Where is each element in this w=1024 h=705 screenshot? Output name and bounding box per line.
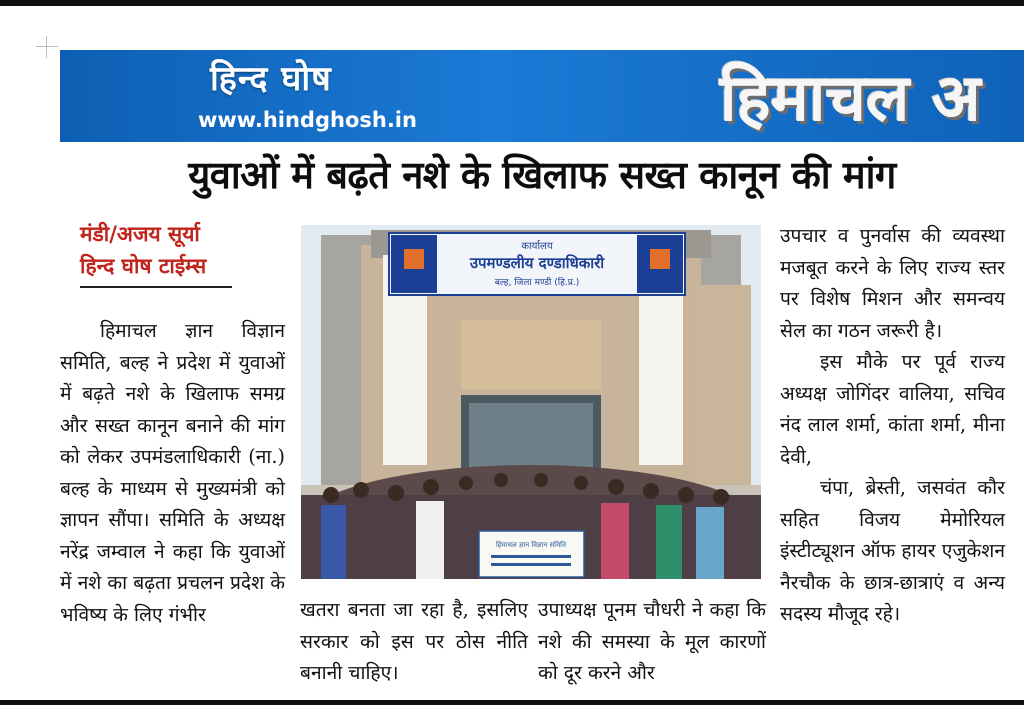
held-banner-text: हिमाचल ज्ञान विज्ञान समिति <box>495 541 567 549</box>
bottom-border <box>0 700 1024 705</box>
byline-paper: हिन्द घोष टाईम्स <box>80 253 207 278</box>
byline <box>80 218 206 282</box>
article-column-2 <box>300 594 528 689</box>
column-2-text: खतरा बनता जा रहा है, इसलिए सरकार को इस पर ठोस नीति बनानी चाहिए। <box>300 598 528 684</box>
article-column-4 <box>780 220 1005 630</box>
byline-divider <box>80 286 232 288</box>
column-4-paragraph-2: इस मौके पर पूर्व राज्य अध्यक्ष जोगिंदर वालिया, सचिव नंद लाल शर्मा, कांता शर्मा, मीना देवी, <box>780 350 1005 468</box>
top-border <box>0 0 1024 6</box>
crop-mark-icon <box>36 36 58 58</box>
sign-office-address: बल्ह, जिला मण्डी (हि.प्र.) <box>494 278 580 288</box>
building-photo-illustration <box>301 225 761 579</box>
article-column-1 <box>60 315 285 630</box>
article-headline: युवाओं में बढ़ते नशे के खिलाफ सख्त कानून की मांग <box>188 153 896 197</box>
column-3-text: उपाध्यक्ष पूनम चौधरी ने कहा कि नशे की समस्या के मूल कारणों को दूर करने और <box>538 598 766 684</box>
website-url[interactable]: www.hindghosh.in <box>198 108 417 132</box>
sign-office-label: कार्यालय <box>521 241 553 252</box>
column-4-paragraph-1: उपचार व पुनर्वास की व्यवस्था मजबूत करने के लिए राज्य स्तर पर विशेष मिशन और समन्वय सेल का गठन जरूरी है। <box>780 224 1005 342</box>
masthead-banner <box>60 50 1024 142</box>
brand-name: हिन्द घोष <box>210 59 332 99</box>
byline-place: मंडी/अजय सूर्या <box>80 221 200 246</box>
state-banner-text: हिमाचल अ <box>720 62 981 136</box>
article-column-3 <box>538 594 766 689</box>
sign-office-title: उपमण्डलीय दण्डाधिकारी <box>469 254 605 272</box>
news-photo <box>301 225 761 579</box>
column-1-text: हिमाचल ज्ञान विज्ञान समिति, बल्ह ने प्रदेश में युवाओं में बढ़ते नशे के खिलाफ समग्र और सख्त कानून बनाने की मांग को लेकर उपमंडलाधिकारी (ना.) बल्ह के माध्यम से मुख्यमंत्री को ज्ञापन सौंपा। समिति के अध्यक्ष नरेंद्र जम्वाल ने कहा कि युवाओं में नशे का बढ़ता प्रचलन प्रदेश के भविष्य के लिए गंभीर <box>60 319 285 626</box>
column-4-paragraph-3: चंपा, ब्रेस्ती, जसवंत कौर सहित विजय मेमोरियल इंस्टीट्यूशन ऑफ हायर एजुकेशन नैरचौक के छात्र-छात्राएं व अन्य सदस्य मौजूद रहे। <box>780 476 1005 625</box>
